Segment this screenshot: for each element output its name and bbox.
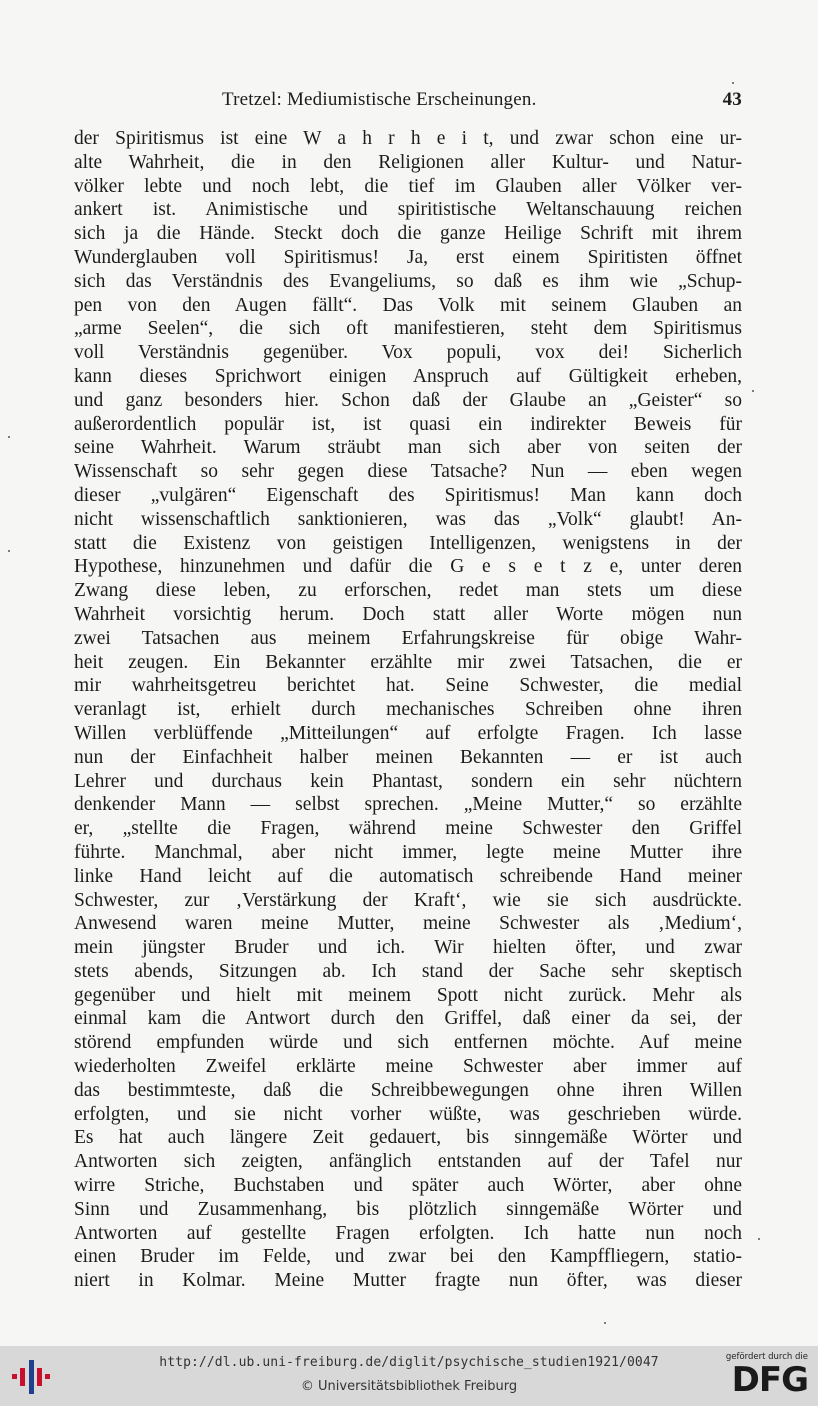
text-line: niert in Kolmar. Meine Mutter fragte nun öfter, was dieser	[74, 1270, 742, 1292]
text-line: pen von den Augen fällt“. Das Volk mit seinem Glauben an	[74, 294, 742, 316]
text-line: Lehrer und durchaus kein Phantast, sondern ein sehr nüchtern	[74, 770, 742, 792]
text-line: er, „stellte die Fragen, während meine Schwester den Griffel	[74, 818, 742, 840]
text-line: Anwesend waren meine Mutter, meine Schwester als ‚Medium‘,	[74, 913, 742, 935]
text-line: nun der Einfachheit halber meinen Bekannten — er ist auch	[74, 746, 742, 768]
text-line: seine Wahrheit. Warum sträubt man sich aber von seiten der	[74, 437, 742, 459]
text-line: Sinn und Zusammenhang, bis plötzlich sinngemäße Wörter und	[74, 1198, 742, 1220]
text-line: Willen verblüffende „Mitteilungen“ auf erfolgte Fragen. Ich lasse	[74, 722, 742, 744]
text-line: linke Hand leicht auf die automatisch schreibende Hand meiner	[74, 865, 742, 887]
text-line: voll Verständnis gegenüber. Vox populi, vox dei! Sicherlich	[74, 342, 742, 364]
text-line: mein jüngster Bruder und ich. Wir hielten öfter, und zwar	[74, 937, 742, 959]
source-url-link[interactable]: http://dl.ub.uni-freiburg.de/diglit/psychische_studien1921/0047	[159, 1355, 659, 1370]
text-line: Antworten sich zeigten, anfänglich entstanden auf der Tafel nur	[74, 1151, 742, 1173]
running-title: Tretzel: Mediumistische Erscheinungen.	[222, 89, 537, 110]
text-line: erfolgten, und sie nicht vorher wüßte, was geschrieben würde.	[74, 1103, 742, 1125]
text-line: wiederholten Zweifel erklärte meine Schwester aber immer auf	[74, 1056, 742, 1078]
text-line: stets abends, Sitzungen ab. Ich stand der Sache sehr skeptisch	[74, 960, 742, 982]
text-line: Schwester, zur ‚Verstärkung der Kraft‘, wie sie sich ausdrückte.	[74, 889, 742, 911]
text-line: Wahrheit vorsichtig herum. Doch statt aller Worte mögen nun	[74, 603, 742, 625]
dfg-caption: gefördert durch die	[725, 1352, 808, 1362]
footer-bar	[0, 1346, 818, 1406]
running-head	[74, 89, 742, 115]
text-line: sich das Verständnis des Evangeliums, so daß es ihm wie „Schup-	[74, 270, 742, 292]
text-line: wirre Striche, Buchstaben und später auch Wörter, aber ohne	[74, 1175, 742, 1197]
text-line: einen Bruder im Felde, und zwar bei den Kampffliegern, statio-	[74, 1246, 742, 1268]
text-line: ankert ist. Animistische und spiritistische Weltanschauung reichen	[74, 199, 742, 221]
text-line: außerordentlich populär ist, ist quasi ein indirekter Beweis für	[74, 413, 742, 435]
copyright-notice: © Universitätsbibliothek Freiburg	[300, 1379, 518, 1394]
text-line: der Spiritismus ist eine W a h r h e i t, und zwar schon eine ur-	[74, 128, 742, 149]
scan-speck	[8, 436, 10, 438]
dfg-mark: DFG	[731, 1360, 808, 1400]
text-line: sich ja die Hände. Steckt doch die ganze Heilige Schrift mit ihrem	[74, 223, 742, 245]
text-line: „arme Seelen“, die sich oft manifestieren, steht dem Spiritismus	[74, 318, 742, 340]
text-line: gegenüber und hielt mit meinem Spott nicht zurück. Mehr als	[74, 984, 742, 1006]
text-line: führte. Manchmal, aber nicht immer, legte meine Mutter ihre	[74, 841, 742, 863]
body-text	[74, 127, 742, 1293]
text-line: heit zeugen. Ein Bekannter erzählte mir zwei Tatsachen, die er	[74, 651, 742, 673]
text-line: zwei Tatsachen aus meinem Erfahrungskreise für obige Wahr-	[74, 627, 742, 649]
scan-speck	[758, 1238, 760, 1240]
text-line: einmal kam die Antwort durch den Griffel, daß einer da sei, der	[74, 1008, 742, 1030]
text-line: dieser „vulgären“ Eigenschaft des Spiritismus! Man kann doch	[74, 484, 742, 506]
scan-speck	[752, 390, 754, 392]
text-line: Zwang diese leben, zu erforschen, redet man stets um diese	[74, 580, 742, 602]
text-line: Wunderglauben voll Spiritismus! Ja, erst einem Spiritisten öffnet	[74, 246, 742, 268]
text-line: das bestimmteste, daß die Schreibbewegungen ohne ihren Willen	[74, 1079, 742, 1101]
text-line: Hypothese, hinzunehmen und dafür die G e s e t z e, unter deren	[74, 556, 742, 578]
scan-speck	[732, 82, 734, 84]
text-line: statt die Existenz von geistigen Intelligenzen, wenigstens in der	[74, 532, 742, 554]
scan-speck	[604, 1322, 606, 1324]
text-line: völker lebte und noch lebt, die tief im Glauben aller Völker ver-	[74, 175, 742, 197]
text-line: nicht wissenschaftlich sanktionieren, was das „Volk“ glaubt! An-	[74, 508, 742, 530]
text-line: störend empfunden würde und sich entfernen möchte. Auf meine	[74, 1032, 742, 1054]
text-line: Es hat auch längere Zeit gedauert, bis sinngemäße Wörter und	[74, 1127, 742, 1149]
text-line: alte Wahrheit, die in den Religionen aller Kultur- und Natur-	[74, 151, 742, 173]
text-line: mir wahrheitsgetreu berichtet hat. Seine Schwester, die medial	[74, 675, 742, 697]
scan-speck	[8, 550, 10, 552]
text-line: Wissenschaft so sehr gegen diese Tatsache? Nun — eben wegen	[74, 461, 742, 483]
text-line: kann dieses Sprichwort einigen Anspruch auf Gültigkeit erheben,	[74, 365, 742, 387]
text-line: veranlagt ist, erhielt durch mechanisches Schreiben ohne ihren	[74, 699, 742, 721]
page-number: 43	[722, 89, 742, 110]
text-line: denkender Mann — selbst sprechen. „Meine Mutter,“ so erzählte	[74, 794, 742, 816]
text-line: Antworten auf gestellte Fragen erfolgten. Ich hatte nun noch	[74, 1222, 742, 1244]
text-line: und ganz besonders hier. Schon daß der Glaube an „Geister“ so	[74, 389, 742, 411]
dfg-logo	[718, 1352, 810, 1402]
